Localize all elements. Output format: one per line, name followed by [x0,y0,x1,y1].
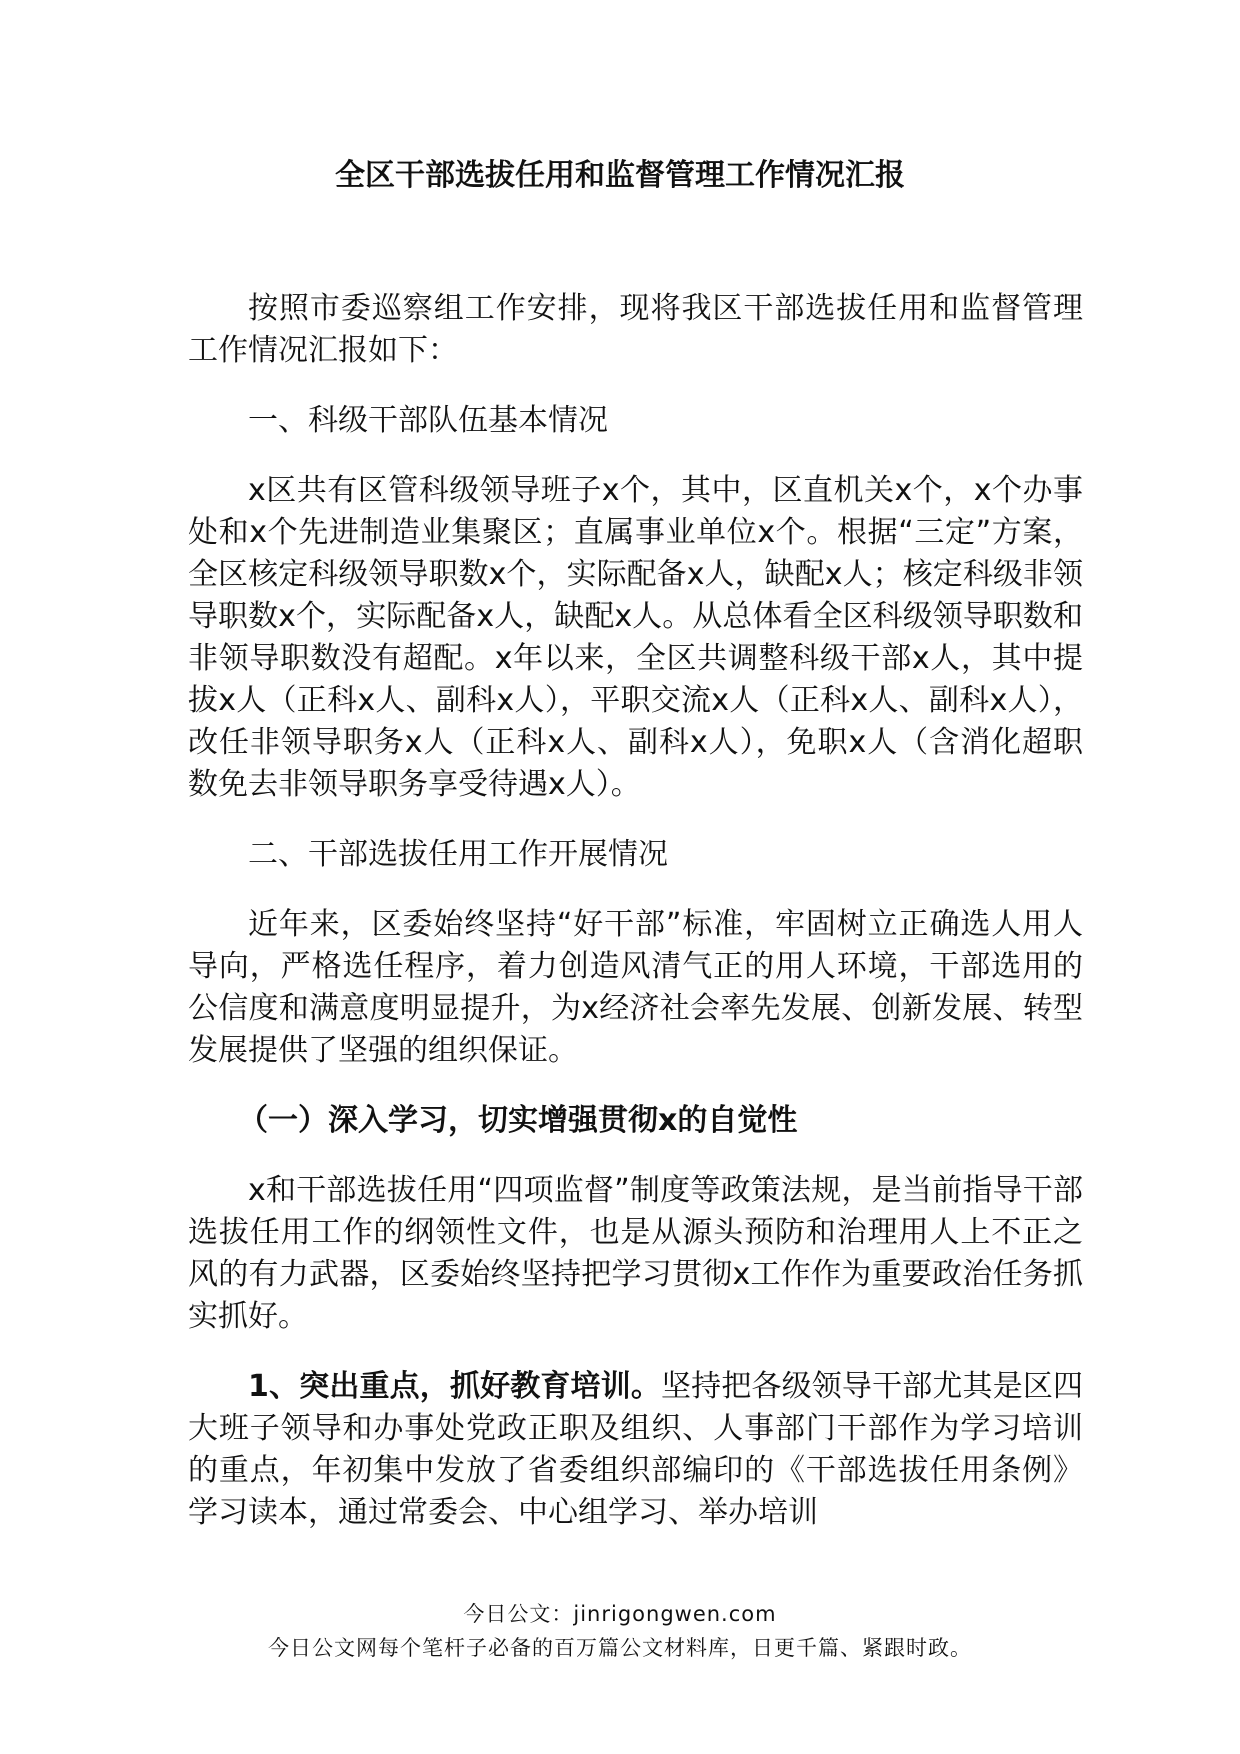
subsection-1-heading: （一）深入学习，切实增强贯彻x的自觉性 [238,1103,798,1138]
section-1-paragraph: x区共有区管科级领导班子x个，其中，区直机关x个，x个办事处和x个先进制造业集聚区；直属事业单位x个。根据“三定”方案，全区核定科级领导职数x个，实际配备x人，缺配x人；核定科级非领导职数x个，实际配备x人，缺配x人。从总体看全区科级领导职数和非领导职数没有超配。x年以来，全区共调整科级干部x人，其中提拔x人（正科x人、副科x人），平职交流x人（正科x人、副科x人），改任非领导职务x人（正科x人、副科x人），免职x人（含消化超职数免去非领导职务享受待遇x人）。 [188,473,1083,802]
subsection-1-paragraph: x和干部选拔任用“四项监督”制度等政策法规，是当前指导干部选拔任用工作的纲领性文件，也是从源头预防和治理用人上不正之风的有力武器，区委始终坚持把学习贯彻x工作作为重要政治任务抓实抓好。 [188,1173,1083,1334]
item-1-clip [188,1366,1083,1610]
document-title: 全区干部选拔任用和监督管理工作情况汇报 [335,158,905,193]
intro-paragraph: 按照市委巡察组工作安排，现将我区干部选拔任用和监督管理工作情况汇报如下： [188,291,1083,368]
section-1-heading: 一、科级干部队伍基本情况 [248,403,608,438]
item-1-paragraph [188,1366,1083,1534]
document-body [188,288,1083,1610]
section-2-paragraph: 近年来，区委始终坚持“好干部”标准，牢固树立正确选人用人导向，严格选任程序，着力创造风清气正的用人环境，干部选用的公信度和满意度明显提升，为x经济社会率先发展、创新发展、转型发展提供了坚强的组织保证。 [188,907,1083,1068]
item-1-body: 坚持把各级领导干部尤其是区四大班子领导和办事处党政正职及组织、人事部门干部作为学习培训的重点，年初集中发放了省委组织部编印的《干部选拔任用条例》学习读本，通过常委会、中心组学习、举办培训 [188,1369,1083,1530]
section-2-heading: 二、干部选拔任用工作开展情况 [248,837,668,872]
footer-slogan: 今日公文网每个笔杆子必备的百万篇公文材料库，日更千篇、紧跟时政。 [268,1636,972,1660]
item-1-lead: 1、突出重点，抓好教育培训。 [248,1369,662,1404]
footer-site-link[interactable]: 今日公文：jinrigongwen.com [463,1602,777,1626]
